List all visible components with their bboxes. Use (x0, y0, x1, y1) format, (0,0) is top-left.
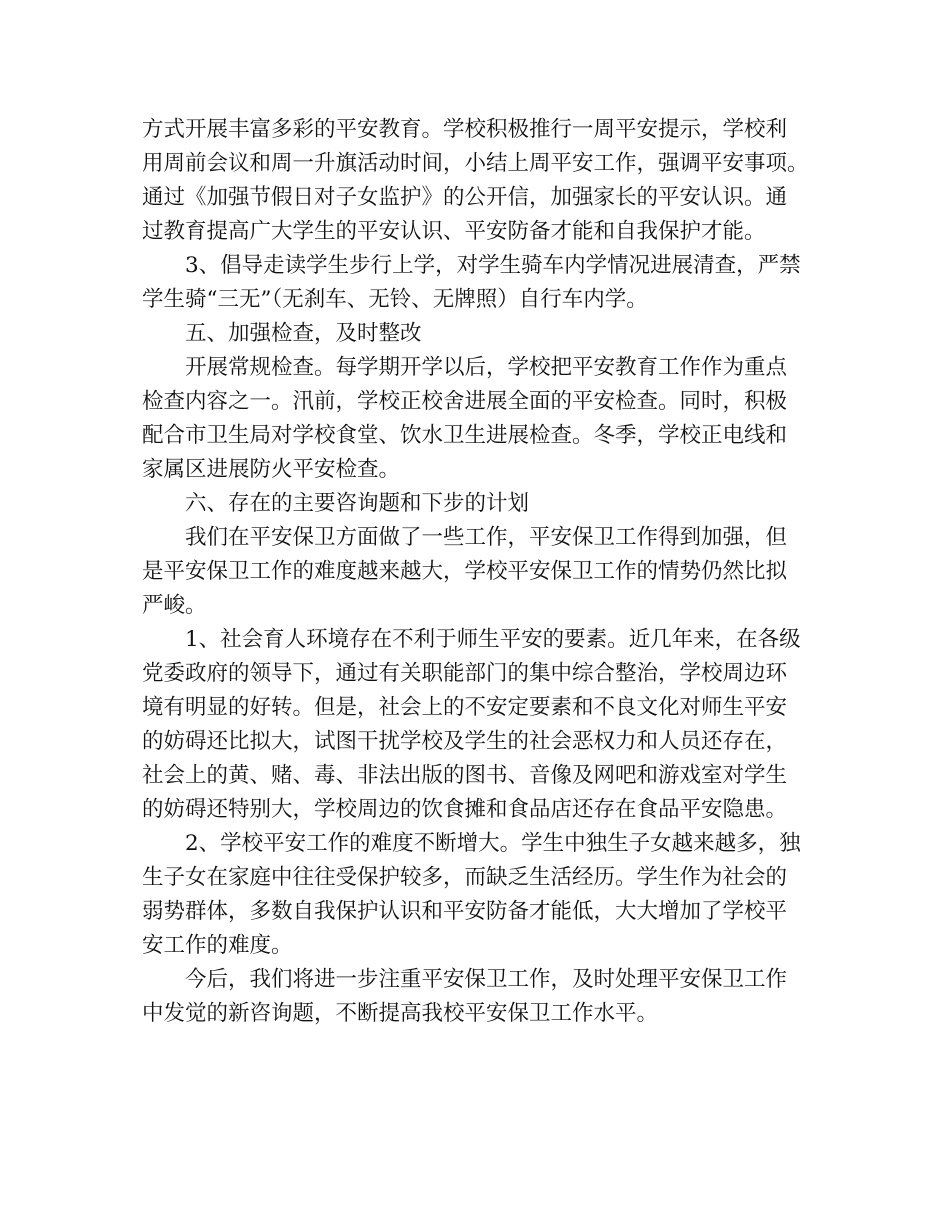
paragraph (142, 317, 817, 351)
text-line: 今后，我们将进一步注重平安保卫工作，及时处理平安保卫工作 (185, 967, 788, 992)
paragraph (142, 351, 817, 487)
text-line: 的妨碍还特别大，学校周边的饮食摊和食品店还存在食品平安隐患。 (142, 797, 788, 822)
text-line: 生子女在家庭中往往受保护较多，而缺乏生活经历。学生作为社会的 (142, 865, 788, 890)
text-line: 党委政府的领导下，通过有关职能部门的集中综合整治，学校周边环 (142, 661, 788, 686)
text-line: 检查内容之一。汛前，学校正校舍进展全面的平安检查。同时，积极 (142, 389, 788, 414)
text-line: 1、社会育人环境存在不利于师生平安的要素。近几年来，在各级 (185, 627, 801, 652)
paragraph (142, 487, 817, 521)
text-line: 我们在平安保卫方面做了一些工作，平安保卫工作得到加强，但 (185, 525, 788, 550)
paragraph (142, 249, 817, 317)
text-line: 安工作的难度。 (142, 933, 293, 958)
text-line: 用周前会议和周一升旗活动时间，小结上周平安工作，强调平安事项。 (142, 151, 809, 176)
text-line: 五、加强检查，及时整改 (185, 321, 422, 346)
text-line: 是平安保卫工作的难度越来越大，学校平安保卫工作的情势仍然比拟 (142, 559, 788, 584)
paragraph (142, 827, 817, 963)
text-line: 的妨碍还比拟大，试图干扰学校及学生的社会恶权力和人员还存在， (142, 729, 788, 754)
text-line: 严峻。 (142, 593, 207, 618)
paragraph (142, 521, 817, 623)
text-line: 中发觉的新咨询题，不断提高我校平安保卫工作水平。 (142, 1001, 659, 1026)
text-line: 方式开展丰富多彩的平安教育。学校积极推行一周平安提示，学校利 (142, 117, 788, 142)
text-line: 弱势群体，多数自我保护认识和平安防备才能低，大大增加了学校平 (142, 899, 788, 924)
paragraph (142, 963, 817, 1031)
text-line: 开展常规检查。每学期开学以后，学校把平安教育工作作为重点 (185, 355, 788, 380)
text-line: 家属区进展防火平安检查。 (142, 457, 401, 482)
text-line: 社会上的黄、赌、毒、非法出版的图书、音像及网吧和游戏室对学生 (142, 763, 788, 788)
text-line: 过教育提高广大学生的平安认识、平安防备才能和自我保护才能。 (142, 219, 766, 244)
document-body (142, 113, 817, 1031)
paragraph (142, 623, 817, 827)
paragraph (142, 113, 817, 249)
text-line: 境有明显的好转。但是，社会上的不安定要素和不良文化对师生平安 (142, 695, 788, 720)
text-line: 六、存在的主要咨询题和下步的计划 (185, 491, 530, 516)
text-line: 3、倡导走读学生步行上学，对学生骑车内学情况进展清查，严禁 (185, 253, 801, 278)
text-line: 2、学校平安工作的难度不断增大。学生中独生子女越来越多，独 (185, 831, 801, 856)
text-line: 配合市卫生局对学校食堂、饮水卫生进展检查。冬季，学校正电线和 (142, 423, 788, 448)
text-line: 学生骑“三无”（无刹车、无铃、无牌照）自行车内学。 (142, 287, 648, 312)
text-line: 通过《加强节假日对子女监护》的公开信，加强家长的平安认识。通 (142, 185, 788, 210)
